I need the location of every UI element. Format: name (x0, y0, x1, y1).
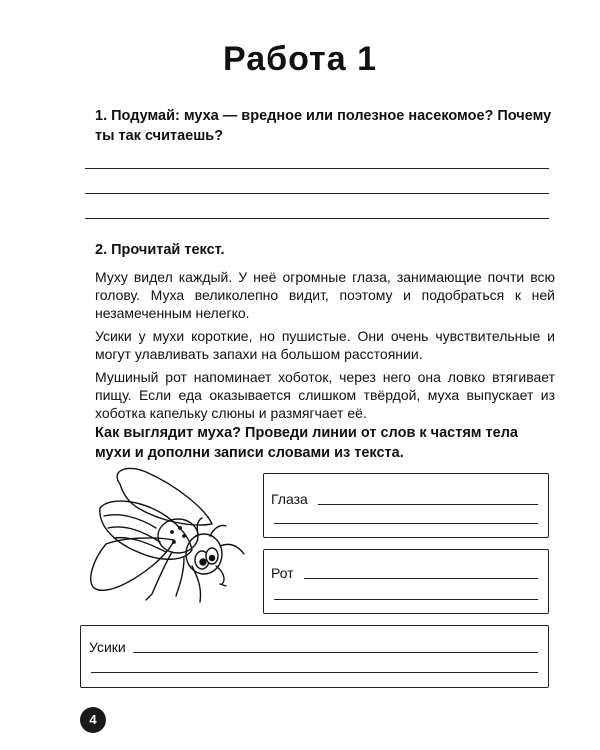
text-paragraph: Муху видел каждый. У неё огромные глаза, занимающие почти всю голову. Муха великолепно видит, поэтому и подобраться к ней незамеченным нелегко. (95, 269, 555, 321)
antennae-answer-line[interactable] (91, 672, 538, 673)
answer-line-2[interactable] (85, 193, 549, 194)
eyes-label: Глаза (271, 491, 308, 507)
eyes-answer-box (263, 473, 549, 538)
fly-illustration (80, 462, 260, 612)
answer-line-3[interactable] (85, 218, 549, 219)
eyes-answer-line[interactable] (318, 504, 538, 505)
task2-instruction: Как выглядит муха? Проведи линии от слов к частям тела мухи и дополни записи словами из текста. (95, 425, 518, 461)
eyes-answer-line[interactable] (274, 523, 538, 524)
mouth-answer-box (263, 549, 549, 614)
mouth-answer-line[interactable] (274, 599, 538, 600)
answer-line-1[interactable] (85, 168, 549, 169)
text-paragraph: Мушиный рот напоминает хоботок, через него она ловко втягивает пищу. Если еда оказывается слишком твёрдой, муха выпускает из хоботка капельку слюны и размягчает её. (95, 369, 555, 421)
reading-text (95, 268, 555, 427)
task2-heading: 2. Прочитай текст. (95, 242, 225, 258)
text-paragraph: Усики у мухи короткие, но пушистые. Они очень чувствительные и могут улавливать запахи на большом расстоянии. (95, 328, 555, 362)
mouth-answer-line[interactable] (304, 578, 538, 579)
antennae-answer-box (80, 625, 549, 688)
page-title: Работа 1 (223, 40, 377, 78)
task1-question: 1. Подумай: муха — вредное или полезное насекомое? Почему ты так считаешь? (95, 108, 552, 144)
antennae-label: Усики (89, 639, 126, 655)
antennae-answer-line[interactable] (133, 652, 538, 653)
mouth-label: Рот (271, 565, 294, 581)
page-number: 4 (80, 707, 106, 733)
